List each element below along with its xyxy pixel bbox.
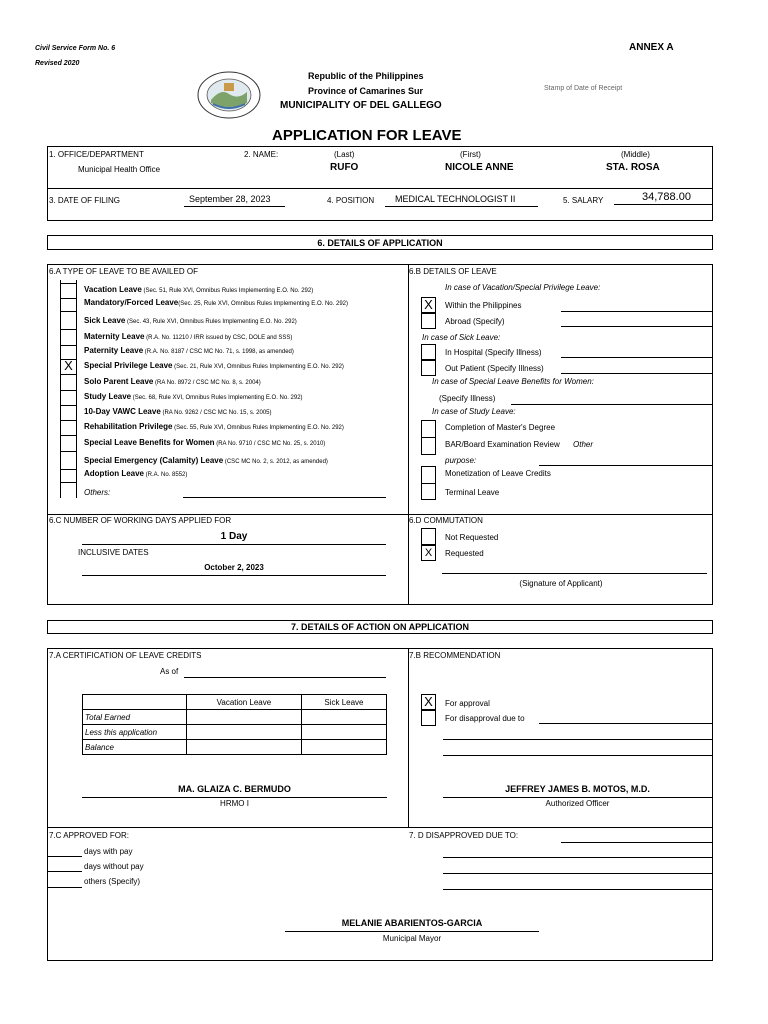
- row-label: Less this application: [83, 725, 187, 740]
- disapproval-reason-line[interactable]: [443, 755, 712, 756]
- working-days-title: 6.C NUMBER OF WORKING DAYS APPLIED FOR: [49, 516, 232, 525]
- sick-cell[interactable]: [301, 740, 386, 755]
- disapproved-reason-line[interactable]: [443, 857, 712, 858]
- table-row: [83, 725, 387, 740]
- leave-credits-table: [82, 694, 387, 755]
- leave-type-checkbox[interactable]: [61, 314, 76, 330]
- vacation-cell[interactable]: [187, 710, 302, 725]
- not-requested-checkbox[interactable]: [421, 528, 436, 545]
- leave-type-reference: (Sec. 25, Rule XVI, Omnibus Rules Implementing E.O. No. 292): [178, 301, 348, 307]
- leave-type-name: Sick Leave: [84, 316, 126, 325]
- last-name-label: (Last): [334, 150, 355, 159]
- leave-type-item: [84, 346, 294, 355]
- vacation-leave-column-header: Vacation Leave: [187, 695, 302, 710]
- leave-type-name: Special Privilege Leave: [84, 361, 173, 370]
- masters-degree-checkbox[interactable]: [421, 420, 436, 438]
- study-case-heading: In case of Study Leave:: [432, 407, 516, 416]
- leave-type-checkbox[interactable]: [61, 467, 76, 483]
- leave-type-checkbox[interactable]: [61, 296, 76, 312]
- leave-type-reference: (RA No. 9262 / CSC MC No. 15, s. 2005): [160, 410, 272, 416]
- requested-label: Requested: [445, 549, 484, 558]
- middle-name-label: (Middle): [621, 150, 650, 159]
- disapproval-reason-line[interactable]: [539, 723, 712, 724]
- leave-type-name: Study Leave: [84, 392, 132, 401]
- municipal-seal-logo: [196, 70, 262, 120]
- in-hospital-line[interactable]: [561, 357, 712, 358]
- section-6-title: 6. DETAILS OF APPLICATION: [317, 238, 443, 248]
- disapproved-due-to-title: 7. D DISAPPROVED DUE TO:: [409, 831, 519, 840]
- leave-type-name: Vacation Leave: [84, 285, 142, 294]
- others-label: Others:: [84, 488, 111, 497]
- sick-leave-column-header: Sick Leave: [301, 695, 386, 710]
- other-label: Other: [573, 440, 594, 449]
- mayor-title: Municipal Mayor: [382, 934, 442, 943]
- recommendation-title: 7.B RECOMMENDATION: [409, 651, 501, 660]
- leave-type-item: [84, 285, 313, 294]
- others-line[interactable]: [183, 497, 386, 498]
- disapproved-reason-line[interactable]: [443, 889, 712, 890]
- position-value[interactable]: MEDICAL TECHNOLOGIST II: [395, 194, 516, 204]
- row-label: Balance: [83, 740, 187, 755]
- sick-cell[interactable]: [301, 710, 386, 725]
- authorized-officer-name: JEFFREY JAMES B. MOTOS, M.D.: [505, 784, 650, 794]
- others-specify-line[interactable]: [47, 887, 82, 888]
- form-title: APPLICATION FOR LEAVE: [272, 127, 462, 144]
- out-patient-line[interactable]: [561, 373, 712, 374]
- date-of-filing-value[interactable]: September 28, 2023: [189, 194, 271, 204]
- as-of-line[interactable]: [184, 677, 386, 678]
- table-row: [83, 740, 387, 755]
- name-label: 2. NAME:: [244, 150, 279, 159]
- mayor-name: MELANIE ABARIENTOS-GARCIA: [341, 918, 483, 928]
- out-patient-label: Out Patient (Specify Illness): [445, 364, 544, 373]
- leave-type-name: Special Emergency (Calamity) Leave: [84, 456, 224, 465]
- form-number: Civil Service Form No. 6: [35, 45, 116, 52]
- leave-type-name: Adoption Leave: [84, 469, 145, 478]
- leave-type-item: [84, 298, 348, 307]
- leave-type-item: [84, 332, 292, 341]
- leave-type-name: Special Leave Benefits for Women: [84, 438, 215, 447]
- disapproval-reason-line[interactable]: [443, 739, 712, 740]
- row-label: Total Earned: [83, 710, 187, 725]
- leave-type-reference: (R.A. No. 11210 / IRR issued by CSC, DOLE and SSS): [144, 335, 293, 341]
- leave-type-checkbox[interactable]: [61, 390, 76, 406]
- table-row: [83, 710, 387, 725]
- leave-type-reference: (R.A. No. 8187 / CSC MC No. 71, s. 1998, as amended): [143, 349, 294, 355]
- first-name-value[interactable]: NICOLE ANNE: [445, 162, 514, 173]
- leave-type-checkbox[interactable]: [61, 375, 76, 391]
- leave-type-reference: (Sec. 55, Rule XVI, Omnibus Rules Implementing E.O. No. 292): [172, 425, 344, 431]
- hrmo-name: MA. GLAIZA C. BERMUDO: [178, 784, 291, 794]
- not-requested-label: Not Requested: [445, 533, 499, 542]
- for-disapproval-checkbox[interactable]: [421, 710, 436, 726]
- for-disapproval-label: For disapproval due to: [445, 714, 525, 723]
- disapproved-reason-line[interactable]: [443, 873, 712, 874]
- applicant-signature-line[interactable]: [442, 573, 707, 574]
- in-hospital-label: In Hospital (Specify Illness): [445, 348, 542, 357]
- leave-type-checkbox[interactable]: X: [61, 359, 76, 375]
- leave-type-item: [84, 438, 325, 447]
- leave-type-item: [84, 377, 261, 386]
- hrmo-title: HRMO I: [220, 799, 249, 808]
- leave-type-name: Paternity Leave: [84, 346, 144, 355]
- bar-review-label: BAR/Board Examination Review: [445, 440, 560, 449]
- office-label: 1. OFFICE/DEPARTMENT: [49, 150, 144, 159]
- specify-illness-label: (Specify Illness): [439, 394, 496, 403]
- leave-type-reference: (Sec. 68, Rule XVI, Omnibus Rules Implementing E.O. No. 292): [131, 395, 303, 401]
- leave-type-reference: (Sec. 51, Rule XVI, Omnibus Rules Implementing E.O. No. 292): [141, 288, 314, 294]
- days-without-pay-label: days without pay: [84, 862, 144, 871]
- working-days-value[interactable]: 1 Day: [220, 531, 248, 542]
- leave-type-item: [84, 407, 272, 416]
- applicant-signature-label: (Signature of Applicant): [519, 579, 603, 588]
- receipt-stamp-label: Stamp of Date of Receipt: [544, 85, 623, 92]
- leave-type-checkbox[interactable]: [61, 436, 76, 452]
- monetization-label: Monetization of Leave Credits: [445, 469, 551, 478]
- position-label: 4. POSITION: [327, 196, 375, 205]
- monetization-checkbox[interactable]: [421, 466, 436, 484]
- salary-value[interactable]: 34,788.00: [642, 191, 691, 203]
- province-heading: Province of Camarines Sur: [308, 86, 424, 96]
- bar-review-checkbox[interactable]: [421, 437, 436, 455]
- leave-type-item: [84, 361, 344, 370]
- for-approval-label: For approval: [445, 699, 490, 708]
- within-philippines-label: Within the Philippines: [445, 301, 522, 310]
- vacation-case-heading: In case of Vacation/Special Privilege Leave:: [445, 283, 601, 292]
- purpose-label: purpose:: [445, 456, 477, 465]
- masters-degree-label: Completion of Master's Degree: [445, 423, 556, 432]
- leave-type-checkbox[interactable]: [61, 405, 76, 421]
- within-philippines-checkbox[interactable]: X: [421, 297, 436, 313]
- leave-type-title: 6.A TYPE OF LEAVE TO BE AVAILED OF: [49, 267, 198, 276]
- disapproved-reason-line[interactable]: [561, 842, 712, 843]
- last-name-value[interactable]: RUFO: [330, 162, 359, 173]
- details-of-leave-title: 6.B DETAILS OF LEAVE: [409, 267, 497, 276]
- leave-type-item: [84, 469, 187, 478]
- middle-name-value[interactable]: STA. ROSA: [606, 162, 660, 173]
- leave-type-reference: (Sec. 43, Rule XVI, Omnibus Rules Implementing E.O. No. 292): [125, 319, 297, 325]
- in-hospital-checkbox[interactable]: [421, 344, 436, 360]
- leave-type-item: [84, 422, 344, 431]
- specify-illness-line[interactable]: [511, 404, 712, 405]
- leave-type-item: [84, 316, 297, 325]
- requested-checkbox[interactable]: X: [421, 545, 436, 561]
- as-of-label: As of: [160, 667, 179, 676]
- leave-type-name: Rehabilitation Privilege: [84, 422, 173, 431]
- inclusive-dates-label: INCLUSIVE DATES: [78, 548, 149, 557]
- sick-cell[interactable]: [301, 725, 386, 740]
- others-specify-label: others (Specify): [84, 877, 141, 886]
- annex-label: ANNEX A: [629, 42, 674, 53]
- first-name-label: (First): [460, 150, 481, 159]
- date-of-filing-label: 3. DATE OF FILING: [49, 196, 120, 205]
- personal-info-section: [47, 146, 713, 221]
- leave-type-name: Maternity Leave: [84, 332, 145, 341]
- abroad-label: Abroad (Specify): [445, 317, 505, 326]
- section-7-title: 7. DETAILS OF ACTION ON APPLICATION: [290, 622, 469, 632]
- leave-type-name: Mandatory/Forced Leave: [84, 298, 179, 307]
- for-approval-checkbox[interactable]: X: [421, 694, 436, 710]
- inclusive-dates-value[interactable]: October 2, 2023: [204, 563, 264, 572]
- commutation-title: 6.D COMMUTATION: [409, 516, 483, 525]
- leave-type-name: 10-Day VAWC Leave: [84, 407, 161, 416]
- leave-credits-title: 7.A CERTIFICATION OF LEAVE CREDITS: [49, 651, 202, 660]
- vacation-cell[interactable]: [187, 725, 302, 740]
- out-patient-checkbox[interactable]: [421, 360, 436, 376]
- leave-type-item: [84, 392, 303, 401]
- leave-type-reference: (RA No. 8972 / CSC MC No. 8, s. 2004): [153, 380, 261, 386]
- leave-type-reference: (CSC MC No. 2, s. 2012, as amended): [223, 459, 328, 465]
- leave-type-reference: (R.A. No. 8552): [144, 472, 188, 478]
- leave-type-checkbox[interactable]: [61, 420, 76, 436]
- leave-type-reference: (Sec. 21, Rule XVI, Omnibus Rules Implementing E.O. No. 292): [172, 364, 344, 370]
- abroad-specify-line[interactable]: [561, 326, 712, 327]
- terminal-leave-label: Terminal Leave: [445, 488, 500, 497]
- vacation-cell[interactable]: [187, 740, 302, 755]
- women-case-heading: In case of Special Leave Benefits for Women:: [432, 377, 594, 386]
- days-with-pay-line[interactable]: [47, 856, 82, 857]
- leave-type-reference: (RA No. 9710 / CSC MC No. 25, s. 2010): [214, 441, 326, 447]
- days-without-pay-line[interactable]: [47, 871, 82, 872]
- days-with-pay-label: days with pay: [84, 847, 133, 856]
- sick-case-heading: In case of Sick Leave:: [422, 333, 501, 342]
- terminal-leave-checkbox[interactable]: [421, 483, 436, 500]
- authorized-officer-title: Authorized Officer: [545, 799, 610, 808]
- purpose-line[interactable]: [539, 465, 712, 466]
- municipality-heading: MUNICIPALITY OF DEL GALLEGO: [280, 100, 442, 111]
- leave-type-name: Solo Parent Leave: [84, 377, 154, 386]
- salary-label: 5. SALARY: [563, 196, 604, 205]
- approved-for-title: 7.C APPROVED FOR:: [49, 831, 130, 840]
- abroad-checkbox[interactable]: [421, 313, 436, 329]
- republic-heading: Republic of the Philippines: [308, 71, 424, 81]
- form-revision: Revised 2020: [35, 60, 80, 67]
- leave-type-item: [84, 456, 328, 465]
- office-value[interactable]: Municipal Health Office: [78, 165, 161, 174]
